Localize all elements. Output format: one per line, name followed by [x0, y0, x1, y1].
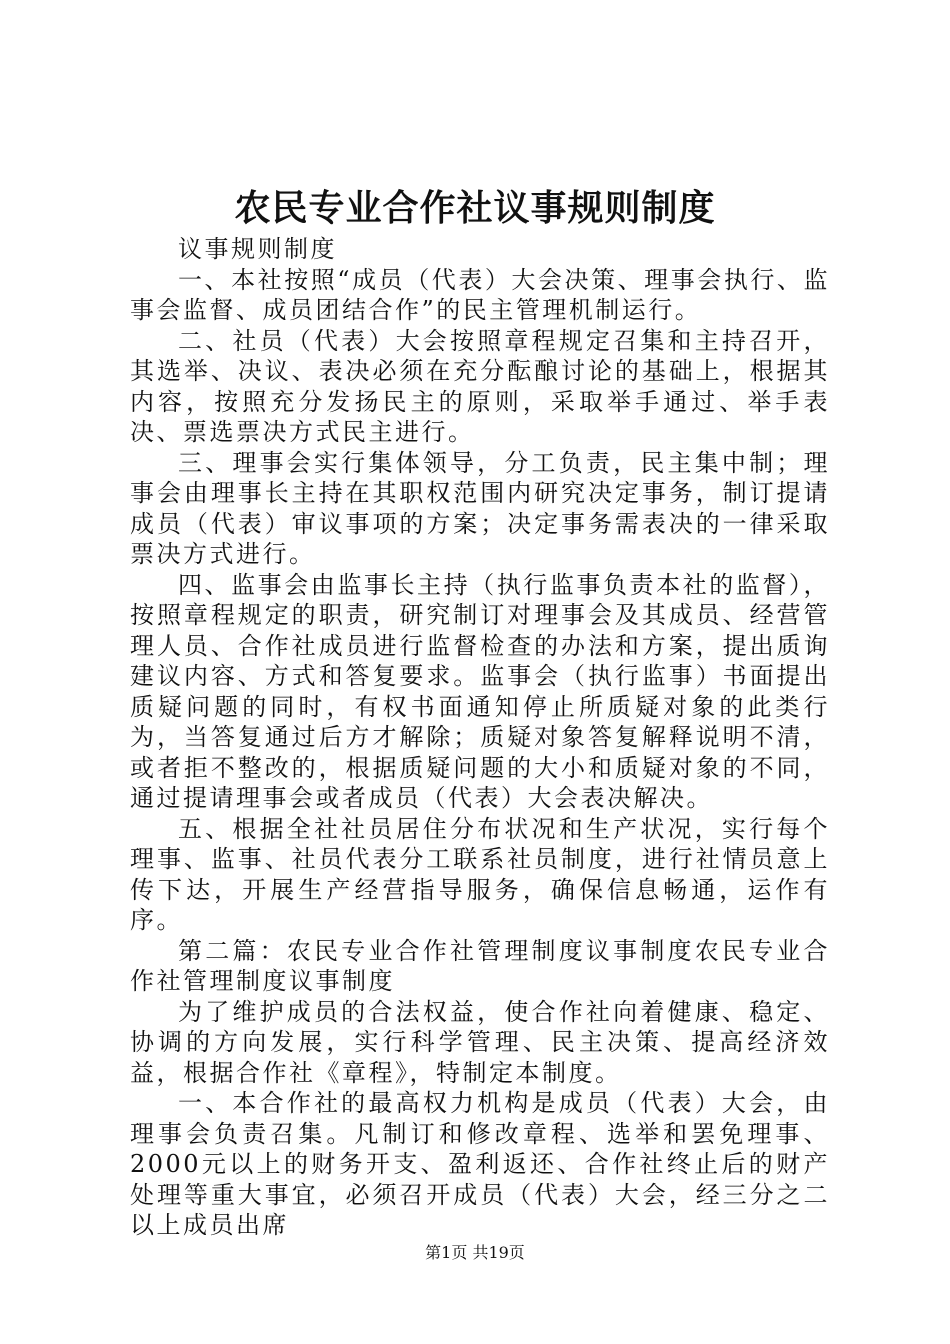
section-heading: 第二篇：农民专业合作社管理制度议事制度农民专业合作社管理制度议事制度: [130, 936, 830, 995]
paragraph: 二、社员（代表）大会按照章程规定召集和主持召开，其选举、决议、表决必须在充分酝酿讨论的基础上，根据其内容，按照充分发扬民主的原则，采取举手通过、举手表决、票选票决方式民主进行。: [130, 326, 830, 446]
paragraph: 五、根据全社社员居住分布状况和生产状况，实行每个理事、监事、社员代表分工联系社员制度，进行社情员意上传下达，开展生产经营指导服务，确保信息畅通，运作有序。: [130, 814, 830, 934]
paragraph: 四、监事会由监事长主持（执行监事负责本社的监督），按照章程规定的职责，研究制订对理事会及其成员、经营管理人员、合作社成员进行监督检查的办法和方案，提出质询建议内容、方式和答复要求。监事会（执行监事）书面提出质疑问题的同时，有权书面通知停止所质疑对象的此类行为，当答复通过后方才解除；质疑对象答复解释说明不清，或者拒不整改的，根据质疑问题的大小和质疑对象的不同，通过提请理事会或者成员（代表）大会表决解决。: [130, 570, 830, 812]
paragraph-heading: 议事规则制度: [178, 235, 337, 263]
paragraph: 三、理事会实行集体领导，分工负责，民主集中制；理事会由理事长主持在其职权范围内研究决定事务，制订提请成员（代表）审议事项的方案；决定事务需表决的一律采取票决方式进行。: [130, 448, 830, 568]
paragraph: 一、本合作社的最高权力机构是成员（代表）大会，由理事会负责召集。凡制订和修改章程、选举和罢免理事、2000元以上的财务开支、盈利返还、合作社终止后的财产处理等重大事宜，必须召开成员（代表）大会，经三分之二以上成员出席: [130, 1089, 830, 1239]
document-body: [130, 234, 830, 1241]
page-number: 第1页 共19页: [425, 1243, 525, 1262]
paragraph: 为了维护成员的合法权益，使合作社向着健康、稳定、协调的方向发展，实行科学管理、民主决策、提高经济效益，根据合作社《章程》，特制定本制度。: [130, 997, 830, 1087]
paragraph: 一、本社按照“成员（代表）大会决策、理事会执行、监事会监督、成员团结合作”的民主管理机制运行。: [130, 265, 830, 324]
document-title: 农民专业合作社议事规则制度: [234, 187, 716, 229]
